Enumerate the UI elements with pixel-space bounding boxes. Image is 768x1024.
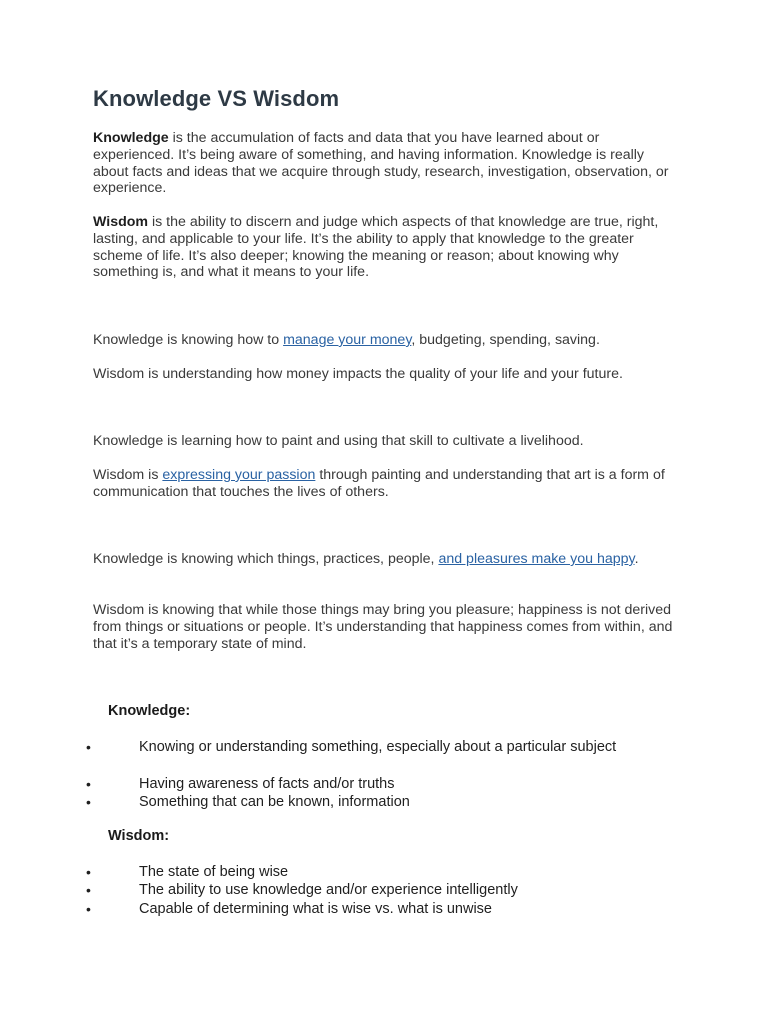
list-item	[0, 864, 768, 882]
page-title: Knowledge VS Wisdom	[93, 86, 340, 111]
list-item-text: Having awareness of facts and/or truths	[139, 776, 395, 792]
list-item	[0, 901, 768, 919]
bullet-icon: •	[86, 739, 91, 755]
pleasure-knowledge-text-end: .	[634, 551, 639, 567]
knowledge-list	[0, 739, 768, 812]
paint-wisdom-text: Wisdom is	[93, 467, 163, 483]
paint-knowledge: Knowledge is learning how to paint and using that skill to cultivate a livelihood.	[93, 433, 584, 449]
bullet-icon: •	[86, 776, 91, 792]
wisdom-definition	[93, 214, 683, 281]
pleasure-knowledge-text: Knowledge is knowing which things, practices, people,	[93, 551, 439, 567]
wisdom-term: Wisdom	[93, 214, 149, 230]
knowledge-definition	[93, 130, 683, 197]
pleasure-knowledge	[93, 551, 683, 568]
list-item-text: The state of being wise	[139, 864, 289, 880]
wisdom-definition-text: is the ability to discern and judge which aspects of that knowledge are true, right, lasting, and applicable to your life. It’s the ability to apply that knowledge to the greater scheme of life. It’s also deeper; knowing the meaning or reason; about knowing why something is, and what it means to your life.	[93, 214, 659, 281]
knowledge-term: Knowledge	[93, 130, 169, 146]
bullet-icon: •	[86, 794, 91, 810]
knowledge-list-heading: Knowledge:	[108, 703, 191, 719]
paint-wisdom	[93, 467, 683, 501]
expressing-passion-link[interactable]: expressing your passion	[162, 467, 316, 483]
list-item	[0, 882, 768, 901]
knowledge-definition-text: is the accumulation of facts and data that you have learned about or experienced. It’s being aware of something, and having information. Knowledge is really about facts and ideas that we acquire through study, research, investigation, observation, or experience.	[93, 130, 669, 197]
list-item	[0, 739, 768, 776]
list-item-text: The ability to use knowledge and/or experience intelligently	[139, 882, 518, 898]
bullet-icon: •	[86, 864, 91, 880]
list-item	[0, 776, 768, 794]
bullet-icon: •	[86, 882, 91, 898]
list-item-text: Something that can be known, information	[139, 794, 410, 810]
pleasures-happy-link[interactable]: and pleasures make you happy	[438, 551, 635, 567]
manage-money-link[interactable]: manage your money	[283, 332, 412, 348]
wisdom-list-heading: Wisdom:	[108, 828, 170, 844]
wisdom-list	[0, 864, 768, 919]
money-knowledge	[93, 332, 683, 349]
paint-wisdom-text-end: through painting and understanding that art is a form of communication that touches the lives of others.	[93, 467, 665, 500]
list-item	[0, 794, 768, 812]
money-knowledge-text-end: , budgeting, spending, saving.	[411, 332, 600, 348]
pleasure-wisdom: Wisdom is knowing that while those things may bring you pleasure; happiness is not derived from things or situations or people. It’s understanding that happiness comes from within, and that it’s a temporary state of mind.	[93, 602, 673, 652]
money-knowledge-text: Knowledge is knowing how to	[93, 332, 284, 348]
money-wisdom: Wisdom is understanding how money impacts the quality of your life and your future.	[93, 366, 623, 382]
bullet-icon: •	[86, 901, 91, 917]
list-item-text: Knowing or understanding something, especially about a particular subject	[139, 739, 617, 755]
list-item-text: Capable of determining what is wise vs. what is unwise	[139, 901, 492, 917]
